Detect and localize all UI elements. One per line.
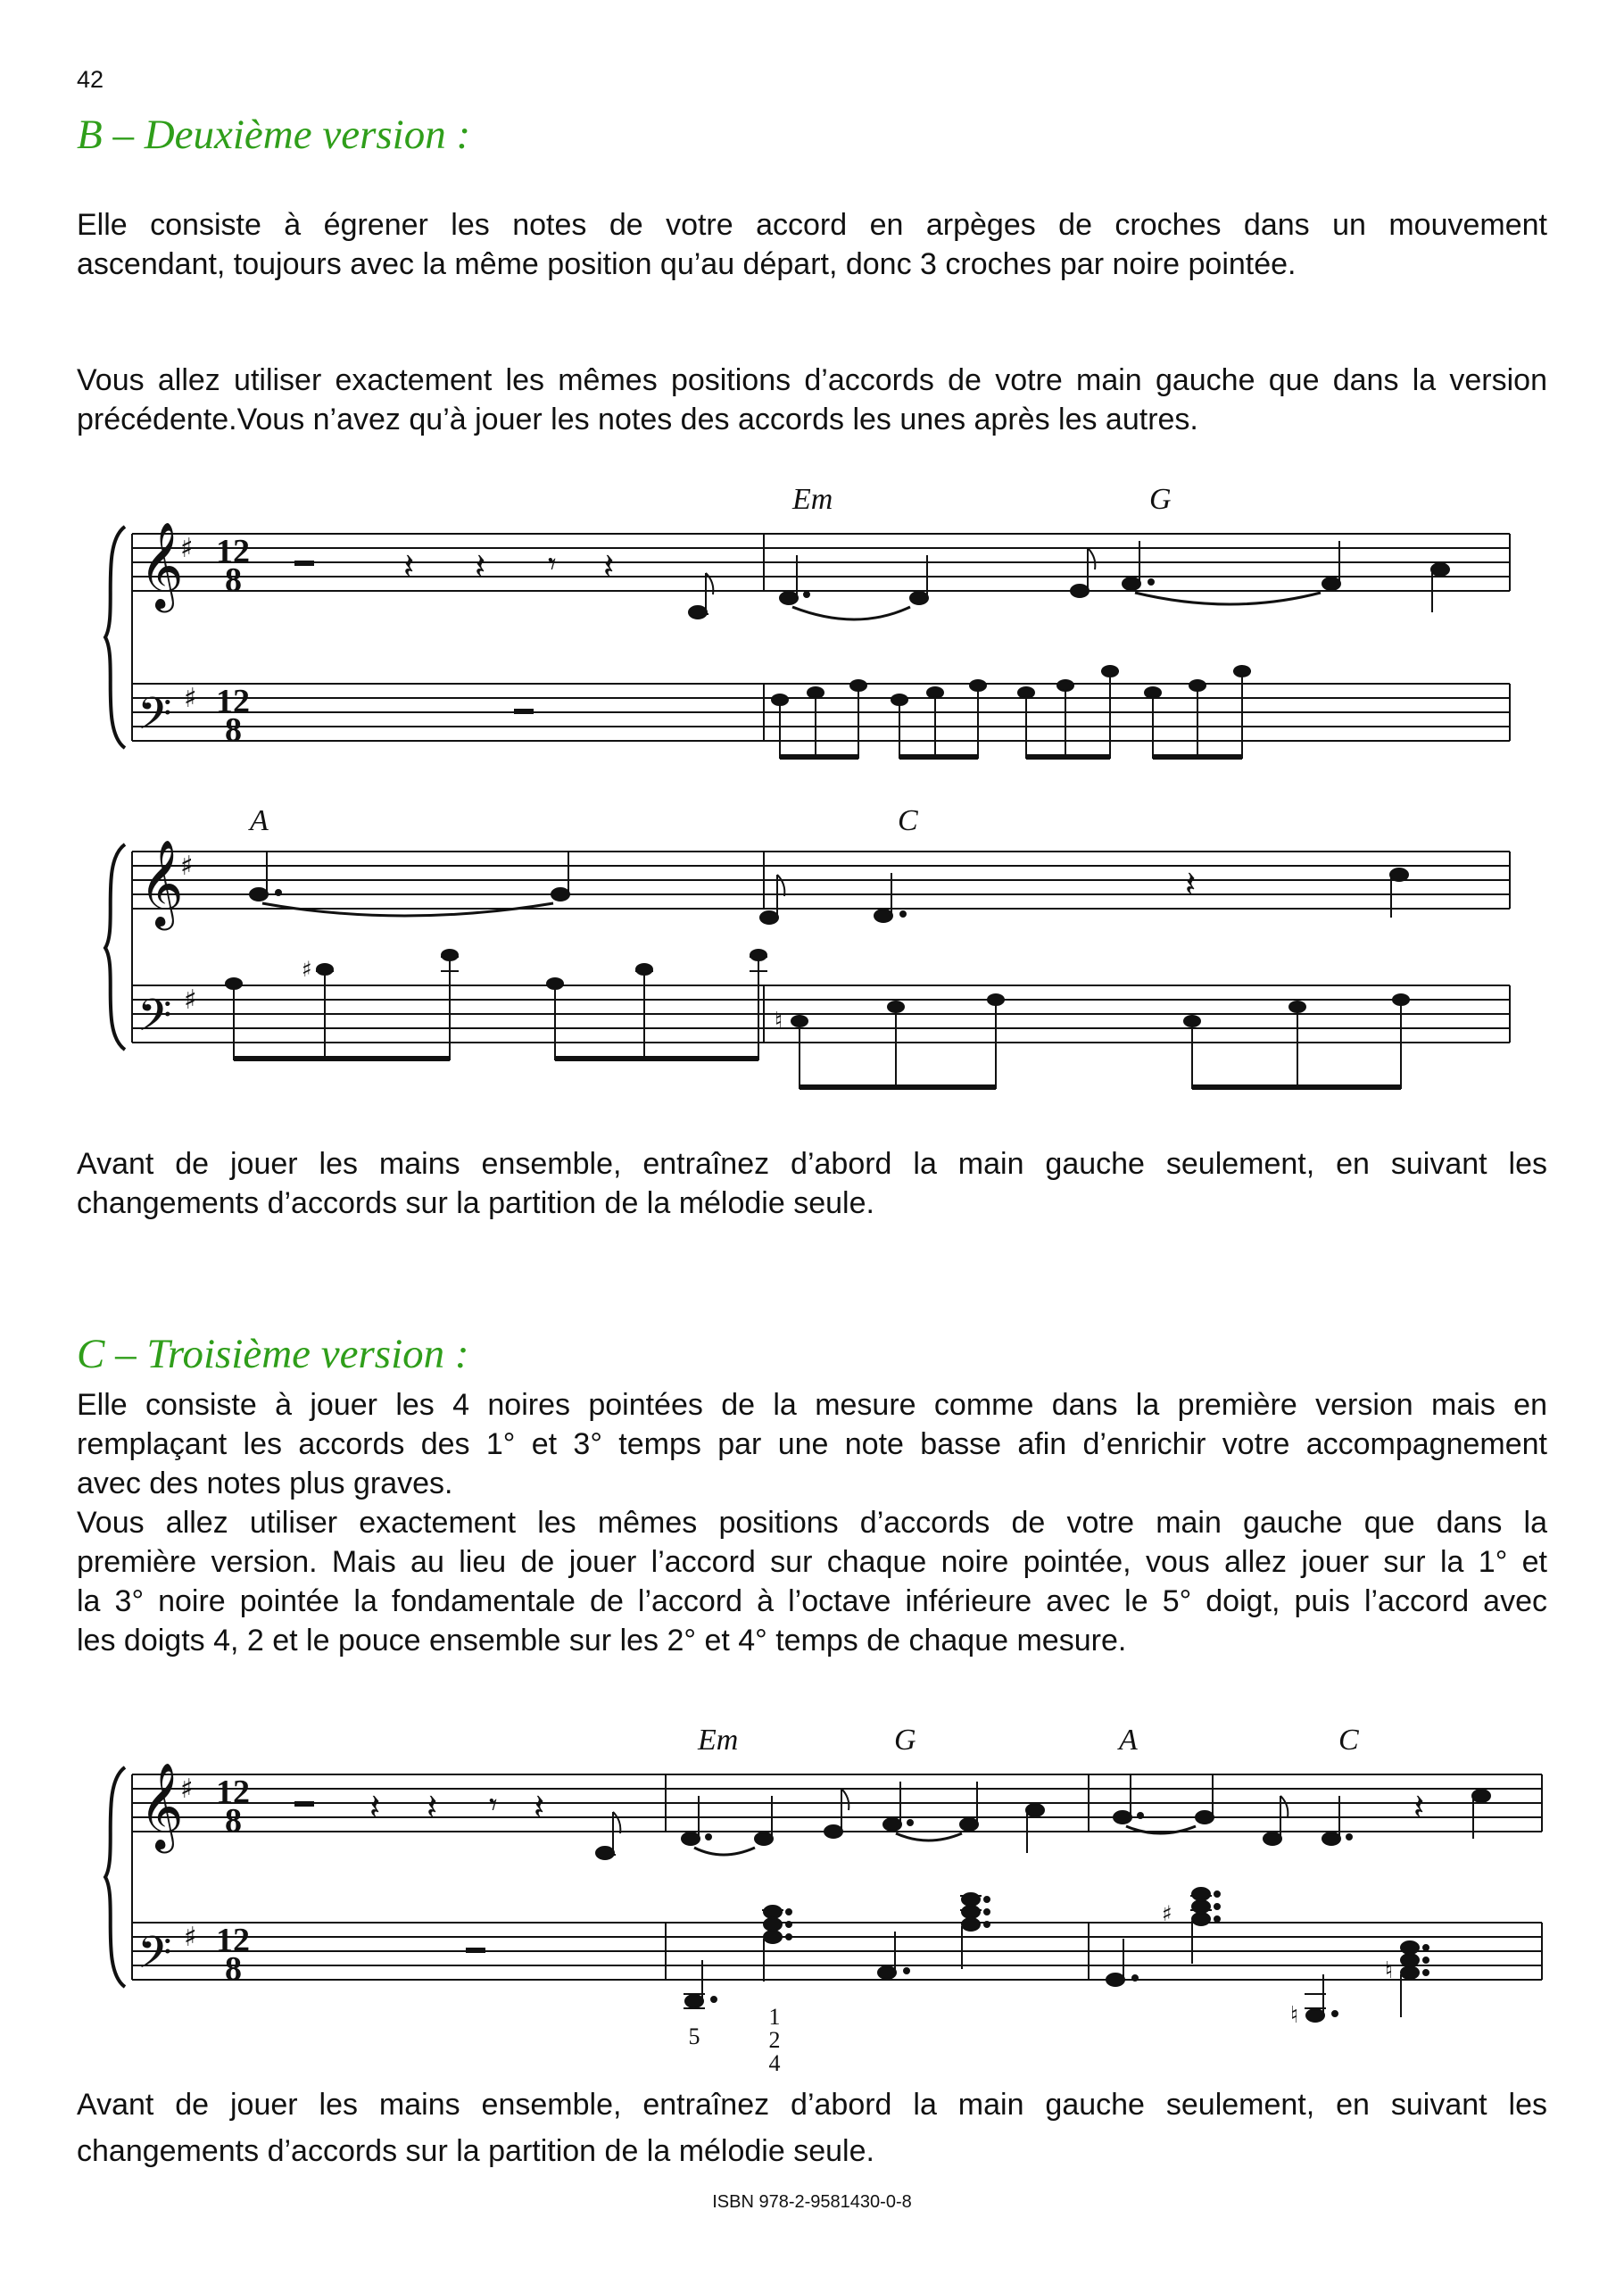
- score-system-1: [0, 473, 1624, 777]
- time-sig-denominator: 8: [225, 561, 242, 599]
- bass-clef-icon: 𝄢: [137, 688, 172, 751]
- brace: [105, 1767, 125, 1987]
- treble-clef-icon: 𝄞: [139, 521, 184, 609]
- key-sharp-icon: ♯: [180, 851, 194, 882]
- quarter-rest-icon: 𝄽: [427, 1787, 438, 1828]
- time-sig-numerator: 12: [216, 1774, 250, 1811]
- text-line: Vous allez utiliser exactement les mêmes positions d’accords de votre main gauche que dans la: [77, 1506, 1547, 1540]
- quarter-rest-icon: 𝄽: [1185, 864, 1197, 905]
- page-number: 42: [77, 66, 104, 93]
- text-line: ascendant, toujours avec la même position qu’au départ, donc 3 croches par noire pointée.: [77, 247, 1297, 281]
- chord-label: C: [898, 804, 918, 837]
- isbn-footer: ISBN 978-2-9581430-0-8: [712, 2192, 912, 2212]
- quarter-rest-icon: 𝄽: [534, 1787, 545, 1828]
- key-sharp-icon: ♯: [184, 985, 197, 1016]
- svg-text:♮: ♮: [1290, 2002, 1299, 2029]
- text-line: Vous allez utiliser exactement les mêmes positions d’accords de votre main gauche que dans la version: [77, 363, 1547, 397]
- whole-rest-icon: [514, 709, 534, 714]
- time-sig-numerator: 12: [216, 533, 250, 570]
- time-sig-denominator: 8: [225, 711, 242, 749]
- svg-text:♯: ♯: [302, 957, 312, 982]
- section-b-paragraph-1: [77, 205, 1547, 284]
- chord-label: Em: [792, 483, 833, 516]
- key-sharp-icon: ♯: [180, 1774, 194, 1805]
- score-system-3: [0, 1714, 1624, 2106]
- text-line: changements d’accords sur la partition de la mélodie seule.: [77, 1186, 874, 1220]
- eighth-rest-icon: 𝄾: [489, 1787, 498, 1824]
- bass-clef-icon: 𝄢: [137, 1927, 172, 1990]
- quarter-rest-icon: 𝄽: [403, 546, 415, 587]
- section-c-paragraph-1: [77, 1385, 1547, 1660]
- chord-label: C: [1338, 1724, 1359, 1757]
- key-sharp-icon: ♯: [180, 533, 194, 564]
- treble-clef-icon: 𝄞: [139, 1762, 184, 1849]
- fingering-label: 1: [768, 2004, 781, 2030]
- text-line: les doigts 4, 2 et le pouce ensemble sur les 2° et 4° temps de chaque mesure.: [77, 1624, 1127, 1658]
- time-sig-denominator: 8: [225, 1802, 242, 1840]
- text-line: remplaçant les accords des 1° et 3° temps par une note basse afin d’enrichir votre accompagnement: [77, 1427, 1547, 1461]
- chord-label: G: [894, 1724, 916, 1757]
- text-line: la 3° noire pointée la fondamentale de l’accord à l’octave inférieure avec le 5° doigt, puis l’accord avec: [77, 1584, 1547, 1618]
- text-line: Elle consiste à jouer les 4 noires pointées de la mesure comme dans la première version mais en: [77, 1388, 1547, 1422]
- score-system-2: [0, 794, 1624, 1098]
- text-line: Avant de jouer les mains ensemble, entraînez d’abord la main gauche seulement, en suivant les: [77, 2088, 1547, 2122]
- quarter-rest-icon: 𝄽: [603, 546, 615, 587]
- chord-label: A: [1119, 1724, 1138, 1757]
- chord-label: A: [250, 804, 269, 837]
- chord-label: G: [1149, 483, 1172, 516]
- half-rest-icon: [294, 561, 314, 566]
- quarter-rest-icon: 𝄽: [1413, 1787, 1425, 1828]
- time-sig-numerator: 12: [216, 683, 250, 720]
- svg-text:♮: ♮: [1385, 1957, 1394, 1984]
- text-line: avec des notes plus graves.: [77, 1467, 453, 1500]
- fingering-label: 4: [768, 2050, 781, 2076]
- quarter-rest-icon: 𝄽: [475, 546, 486, 587]
- section-b-paragraph-3: [77, 1144, 1547, 1223]
- chord-label: Em: [698, 1724, 739, 1757]
- fingering-label: 2: [768, 2027, 781, 2053]
- eighth-rest-icon: 𝄾: [548, 546, 557, 583]
- melody-notes: [689, 541, 1449, 619]
- quarter-rest-icon: 𝄽: [369, 1787, 381, 1828]
- text-line: Elle consiste à égrener les notes de votre accord en arpèges de croches dans un mouvement: [77, 208, 1547, 242]
- bass-clef-icon: 𝄢: [137, 990, 172, 1052]
- time-sig-denominator: 8: [225, 1950, 242, 1988]
- text-line: Avant de jouer les mains ensemble, entraînez d’abord la main gauche seulement, en suivant les: [77, 1147, 1547, 1181]
- brace: [105, 527, 125, 748]
- time-sig-numerator: 12: [216, 1922, 250, 1959]
- svg-text:♮: ♮: [775, 1008, 783, 1034]
- bass-arpeggio-notes: [226, 950, 1409, 1089]
- treble-clef-icon: 𝄞: [139, 839, 184, 926]
- melody-notes: [250, 852, 906, 924]
- text-line: précédente.Vous n’avez qu’à jouer les notes des accords les unes après les autres.: [77, 403, 1198, 436]
- section-c-heading: C – Troisième version :: [77, 1331, 469, 1377]
- text-line: changements d’accords sur la partition de la mélodie seule.: [77, 2134, 874, 2168]
- section-c-paragraph-2: [77, 2081, 1547, 2174]
- svg-text:♯: ♯: [1162, 1901, 1172, 1926]
- text-line: première version. Mais au lieu de jouer l’accord sur chaque noire pointée, vous allez jouer sur la 1° et: [77, 1545, 1547, 1579]
- brace: [105, 844, 125, 1050]
- bass-chord-notes: [684, 1888, 1429, 2029]
- key-sharp-icon: ♯: [184, 683, 197, 714]
- section-b-paragraph-2: [77, 361, 1547, 439]
- key-sharp-icon: ♯: [184, 1922, 197, 1953]
- fingering-label: 5: [688, 2023, 700, 2049]
- section-b-heading: B – Deuxième version :: [77, 112, 471, 158]
